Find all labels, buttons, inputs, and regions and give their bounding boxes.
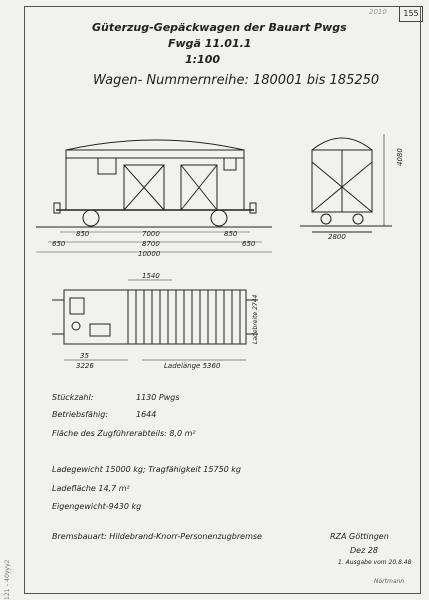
eigengewicht: Eigengewicht-9430 kg [52,502,142,511]
signature: Nortmann [374,578,405,585]
page-number-box: 155 [399,6,423,22]
dim-8700: 8700 [142,240,160,248]
side-view-drawing [36,120,272,260]
dim-10000: 10000 [138,250,161,258]
end-view-width: 2800 [328,233,346,240]
rza-goettingen: RZA Göttingen [330,532,389,541]
dim-35: 35 [80,352,89,360]
number-series: Wagen- Nummernreihe: 180001 bis 185250 [93,73,380,88]
drawing-title: Güterzug-Gepäckwagen der Bauart Pwgs [92,21,347,34]
flaeche-zugfuehrerabteil: Fläche des Zugführerabteils: 8,0 m² [52,429,196,438]
stueckzahl-label: Stückzahl: [52,393,94,402]
dim-3226: 3226 [76,362,94,370]
bremsbauart: Bremsbauart: Hildebrand-Knorr-Personenzugbremse [52,532,262,541]
ladebreite: Ladebreite 2744 [252,294,259,344]
dim-650-left: 650 [52,240,66,248]
dim-1540: 1540 [142,272,160,280]
margin-handwriting: 121 – 40yyy2 [4,559,11,600]
dim-7000: 7000 [142,230,160,238]
drawing-date: Dez 28 [350,546,379,555]
end-view-height: 4080 [396,148,404,166]
stueckzahl-value: 1130 Pwgs [136,393,180,402]
ladeflaeche: Ladefläche 14,7 m² [52,484,130,493]
dim-850-right: 850 [224,230,238,238]
dim-850-left: 850 [76,230,90,238]
ladegewicht: Ladegewicht 15000 kg; Tragfähigkeit 15750 kg [52,465,241,474]
end-view-drawing [300,122,410,240]
dim-650-right: 650 [242,240,256,248]
betriebsfaehig-label: Betriebsfähig: [52,410,109,419]
ausgabe-note: 1. Ausgabe vom 20.8.48 [338,559,412,566]
plan-view-drawing [46,268,282,372]
ladelaenge: Ladelänge 5360 [164,362,221,370]
drawing-subtitle: Fwgä 11.01.1 [168,37,252,50]
faint-stamp: 2010 [369,8,387,16]
drawing-scale: 1:100 [185,53,221,66]
betriebsfaehig-value: 1644 [136,410,157,419]
